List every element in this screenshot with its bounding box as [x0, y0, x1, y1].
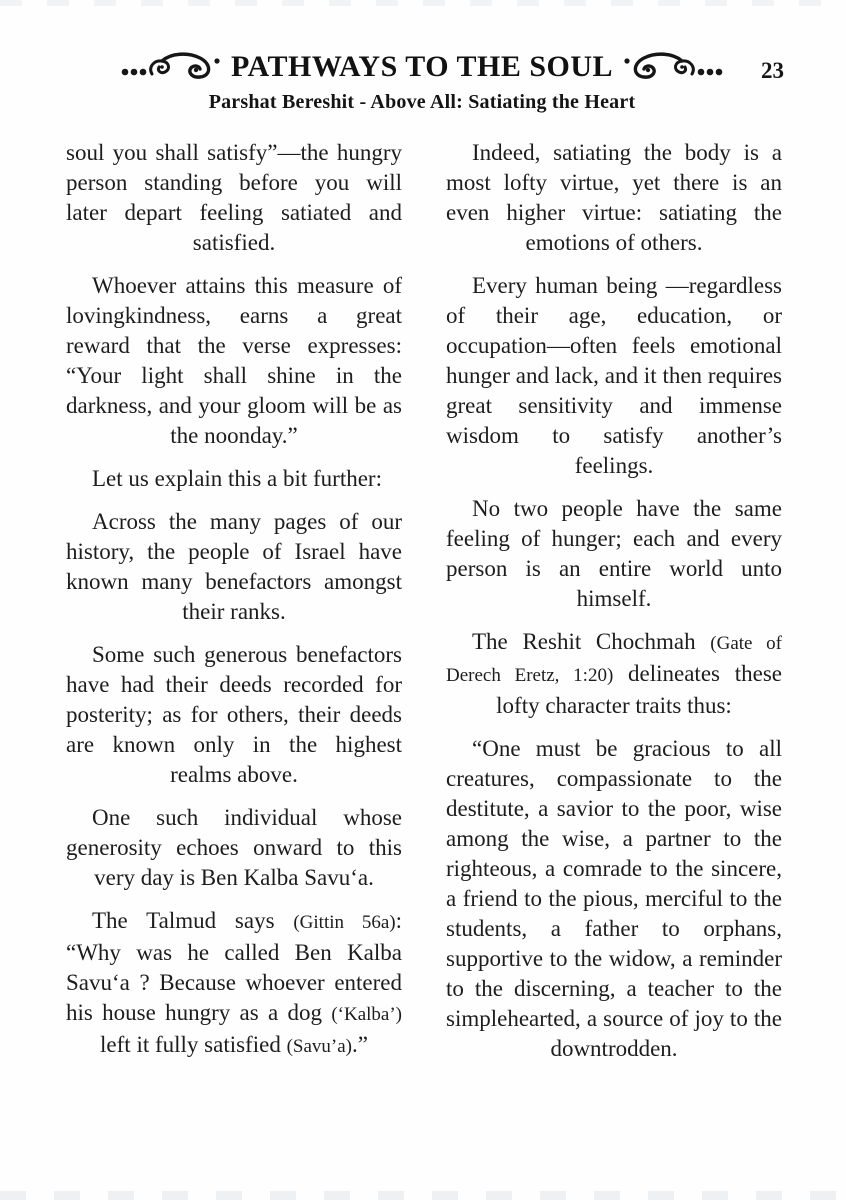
flourish-left-icon — [120, 50, 224, 84]
body-text: One such individual whose generosity echoes onward to this very day is Ben Kalba Savu‘a. — [66, 805, 402, 890]
body-text: Let us explain this a bit further: — [92, 466, 382, 491]
paragraph — [66, 640, 402, 790]
body-text: Indeed, satiating the body is a most lofty virtue, yet there is an even higher virtue: satiating the emotions of others. — [446, 140, 782, 255]
paragraph — [446, 271, 782, 481]
paragraph — [66, 464, 402, 494]
citation-text: (Gate of Derech Eretz, 1:20) — [446, 633, 782, 686]
body-text: delineates these lofty character traits thus: — [496, 661, 782, 718]
paragraph — [446, 627, 782, 721]
body-text: “One must be gracious to all creatures, compassionate to the destitute, a savior to the poor, wise among the wise, a partner to the righteous, a comrade to the sincere, a friend to the pious, merciful to the students, a father to orphans, supportive to the widow, a reminder to the discerning, a teacher to the simplehearted, a source of joy to the downtrodden. — [446, 736, 782, 1061]
paragraph — [66, 507, 402, 627]
body-text: .” — [351, 1032, 368, 1057]
page-title: PATHWAYS TO THE SOUL — [230, 50, 614, 83]
body-text: : “Why was he called Ben Kalba Savu‘a ? Because whoever entered his house hungry as a dog — [66, 908, 402, 1025]
body-text: Some such generous benefactors have had their deeds recorded for posterity; as for others, their deeds are known only in the highest realms above. — [66, 642, 402, 787]
body-text: Across the many pages of our history, the people of Israel have known many benefactors amongst their ranks. — [66, 509, 402, 624]
column-right — [446, 138, 782, 1077]
title-row — [66, 50, 778, 84]
citation-text: (Savu’a) — [286, 1036, 352, 1057]
citation-text: (Gittin 56a) — [293, 912, 396, 933]
paragraph — [66, 906, 402, 1062]
paragraph — [446, 494, 782, 614]
column-left — [66, 138, 402, 1077]
body-text: soul you shall satisfy”—the hungry person standing before you will later depart feeling satiated and satisfied. — [66, 140, 402, 255]
paragraph — [66, 803, 402, 893]
body-text: Every human being —regardless of their age, education, or occupation—often feels emotional hunger and lack, and it then requires great sensitivity and immense wisdom to satisfy another’s feelings. — [446, 273, 782, 478]
body-text: No two people have the same feeling of hunger; each and every person is an entire world unto himself. — [446, 496, 782, 611]
paragraph — [66, 138, 402, 258]
body-text: left it fully satisfied — [100, 1032, 287, 1057]
scan-artifact-bottom — [0, 1191, 846, 1200]
body-text: The Talmud says — [92, 908, 294, 933]
page-header — [66, 50, 778, 114]
paragraph — [446, 734, 782, 1064]
citation-text: (‘Kalba’) — [331, 1004, 402, 1025]
paragraph — [446, 138, 782, 258]
body-text: Whoever attains this measure of lovingkindness, earns a great reward that the verse expresses: “Your light shall shine in the darkness, and your gloom will be as the noonday.” — [66, 273, 402, 448]
page-subtitle: Parshat Bereshit - Above All: Satiating the Heart — [208, 91, 636, 113]
paragraph — [66, 271, 402, 451]
body-text: The Reshit Chochmah — [472, 629, 711, 654]
flourish-right-icon — [620, 50, 724, 84]
scan-artifact-top — [0, 0, 846, 6]
text-columns — [66, 138, 782, 1077]
page-number: 23 — [761, 58, 784, 83]
